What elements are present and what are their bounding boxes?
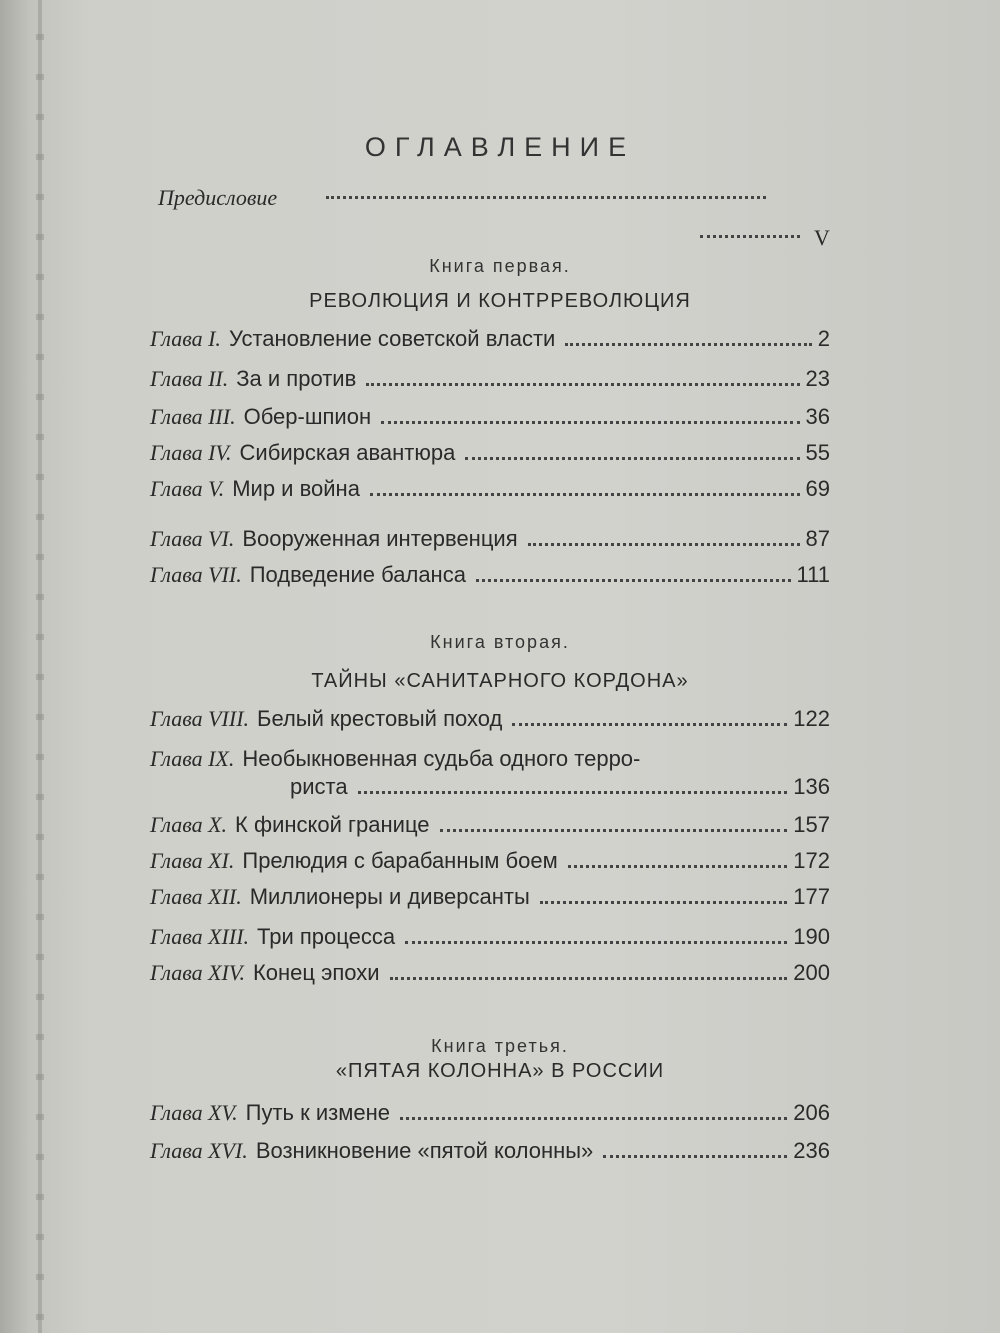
chapter-number: Глава IV. (150, 440, 232, 465)
chapter-number: Глава II. (150, 366, 229, 391)
page-number: 55 (805, 440, 830, 465)
book-2-label: Книга вторая. (430, 632, 570, 652)
toc-row[interactable] (150, 404, 830, 438)
chapter-number: Глава XII. (150, 884, 242, 909)
page-number: 190 (793, 924, 830, 949)
chapter-title: Возникновение «пятой колонны» (255, 1138, 594, 1163)
page-number: 23 (805, 366, 830, 391)
toc-row[interactable] (150, 526, 830, 560)
toc-row[interactable] (150, 326, 830, 360)
chapter-title: Сибирская авантюра (239, 440, 456, 465)
dot-leader (405, 941, 787, 944)
chapter-number: Глава VIII. (150, 706, 250, 731)
book-1-label: Книга первая. (429, 256, 571, 276)
chapter-title: Обер-шпион (243, 404, 372, 429)
toc-row[interactable] (150, 706, 830, 740)
chapter-number: Глава X. (150, 812, 228, 837)
chapter-title: Вооруженная интервенция (242, 526, 518, 551)
page-number: 177 (793, 884, 830, 909)
chapter-title: Необыкновенная судьба одного терро- (242, 746, 641, 771)
toc-row[interactable] (150, 812, 830, 846)
page-number: 36 (805, 404, 830, 429)
book-3-label: Книга третья. (431, 1036, 569, 1056)
dot-leader (381, 421, 799, 424)
toc-row[interactable] (150, 366, 830, 400)
toc-row[interactable] (150, 1100, 830, 1134)
toc-row[interactable] (150, 848, 830, 882)
chapter-title: Подведение баланса (249, 562, 466, 587)
chapter-number: Глава I. (150, 326, 221, 351)
chapter-title: Установление советской власти (228, 326, 556, 351)
chapter-number: Глава V. (150, 476, 225, 501)
book-3-title: «ПЯТАЯ КОЛОННА» В РОССИИ (335, 1060, 665, 1082)
page-number: 111 (796, 562, 830, 587)
dot-leader (358, 791, 788, 794)
chapter-number: Глава XIV. (150, 960, 245, 985)
dot-leader (512, 723, 787, 726)
spine-stitching (36, 0, 44, 1333)
chapter-number: Глава IX. (150, 746, 235, 771)
chapter-title: К финской границе (235, 812, 430, 837)
dot-leader (465, 457, 799, 460)
dot-leader (476, 579, 791, 582)
page-number: 157 (793, 812, 830, 837)
page-number: 172 (793, 848, 830, 873)
book-2-title: ТАЙНЫ «САНИТАРНОГО КОРДОНА» (311, 670, 689, 692)
toc-row-continuation[interactable] (290, 774, 830, 808)
chapter-title: Белый крестовый поход (257, 706, 503, 731)
preface-label: Предисловие (158, 185, 278, 210)
chapter-title: За и против (236, 366, 357, 391)
chapter-title: Прелюдия с барабанным боем (242, 848, 558, 873)
toc-heading: ОГЛАВЛЕНИЕ (364, 132, 636, 162)
dot-leader (390, 977, 788, 980)
chapter-title: Конец эпохи (252, 960, 380, 985)
chapter-number: Глава III. (150, 404, 236, 429)
page-number: 122 (793, 706, 830, 731)
page-number: 69 (805, 476, 830, 501)
dot-leader (528, 543, 800, 546)
chapter-title: Путь к измене (245, 1100, 390, 1125)
page-number: 87 (805, 526, 830, 551)
toc-row[interactable] (150, 476, 830, 510)
toc-row[interactable] (150, 884, 830, 918)
toc-row[interactable] (150, 440, 830, 474)
chapter-number: Глава VI. (150, 526, 235, 551)
dot-leader (603, 1155, 787, 1158)
dot-leader (440, 829, 788, 832)
page-number: 2 (817, 326, 830, 351)
dot-leader (400, 1117, 787, 1120)
page-number: 236 (793, 1138, 830, 1163)
toc-row[interactable] (150, 562, 830, 596)
toc-row[interactable] (150, 924, 830, 958)
chapter-number: Глава XIII. (150, 924, 250, 949)
toc-row[interactable] (150, 960, 830, 994)
chapter-title: Три процесса (257, 924, 396, 949)
preface-page: V (814, 225, 830, 250)
page-number: 206 (793, 1100, 830, 1125)
chapter-number: Глава XV. (150, 1100, 238, 1125)
chapter-number: Глава XI. (150, 848, 235, 873)
preface-leader (326, 196, 766, 199)
book-1-title: РЕВОЛЮЦИЯ И КОНТРРЕВОЛЮЦИЯ (309, 290, 691, 312)
chapter-title: Миллионеры и диверсанты (249, 884, 530, 909)
page-number: 136 (793, 774, 830, 799)
preface-leader-2 (700, 235, 800, 238)
chapter-number: Глава XVI. (150, 1138, 248, 1163)
chapter-title: Мир и война (232, 476, 360, 501)
dot-leader (370, 493, 800, 496)
toc-row[interactable] (150, 1138, 830, 1172)
dot-leader (565, 343, 811, 346)
dot-leader (366, 383, 799, 386)
chapter-title-continuation: риста (290, 774, 348, 799)
dot-leader (568, 865, 788, 868)
page-number: 200 (793, 960, 830, 985)
dot-leader (540, 901, 788, 904)
chapter-number: Глава VII. (150, 562, 242, 587)
